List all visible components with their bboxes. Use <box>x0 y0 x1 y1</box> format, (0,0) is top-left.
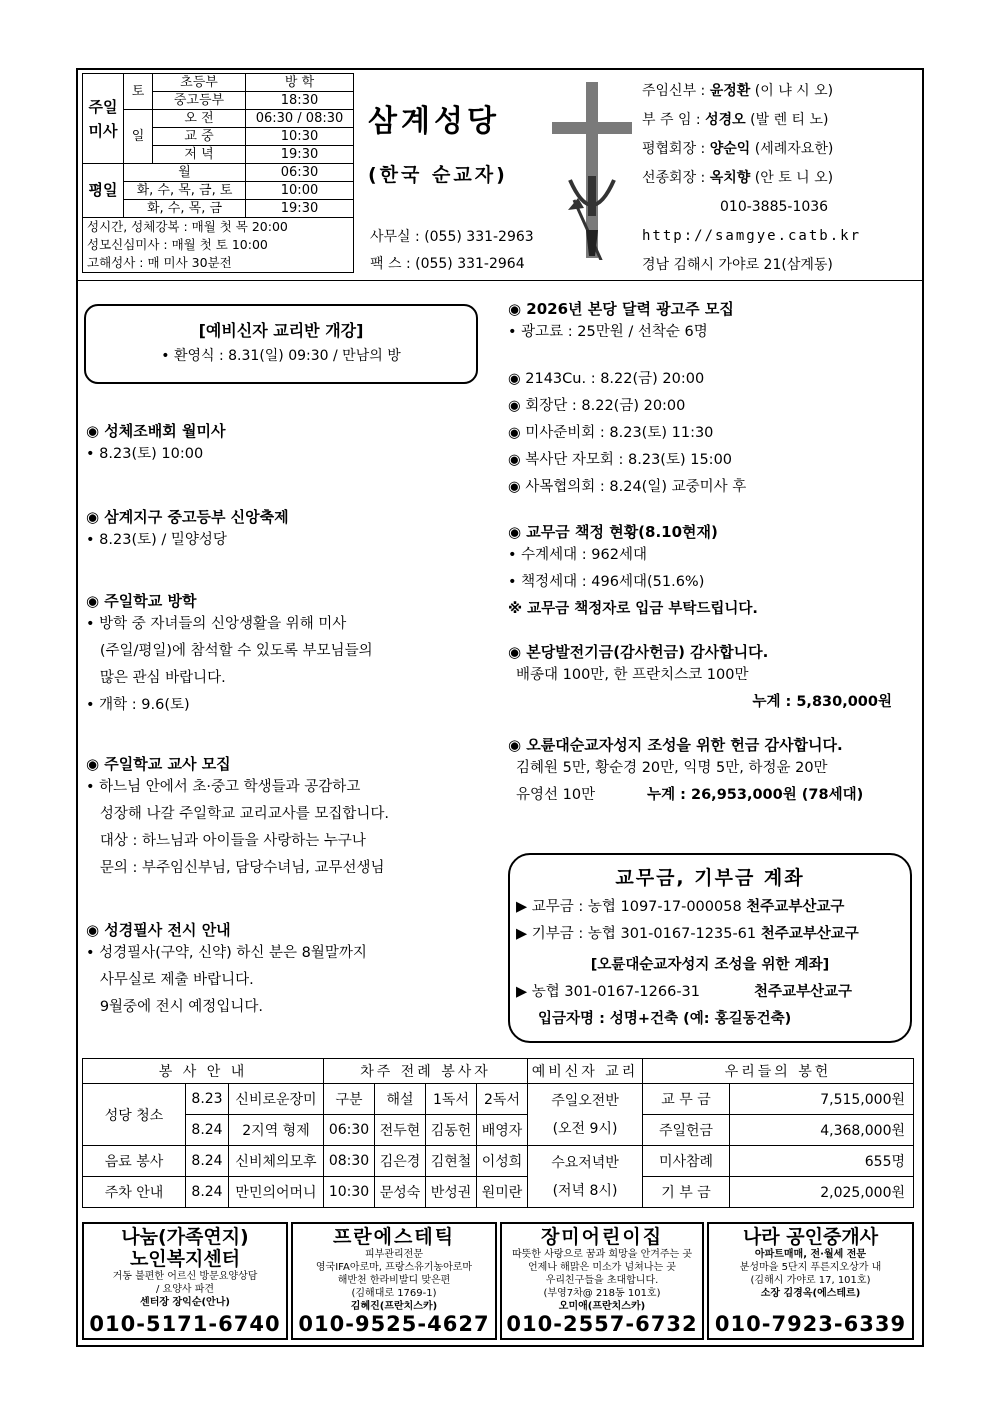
service-header: 봉 사 안 내 <box>83 1059 324 1084</box>
shrine-account-title: [오륜대순교자성지 조성을 위한 계좌] <box>590 957 830 973</box>
service-cell: 08:30 <box>324 1146 375 1177</box>
baptismal-name: (발 렌 티 노) <box>750 112 829 128</box>
service-cell: 배영자 <box>477 1115 528 1146</box>
account-owner: 천주교부산교구 <box>754 984 853 1000</box>
mass-row-time: 방 학 <box>246 74 354 92</box>
mass-row-time: 06:30 / 08:30 <box>246 110 354 128</box>
mass-row-time: 19:30 <box>246 200 354 218</box>
contact-phone: 010-3885-1036 <box>720 199 829 215</box>
service-cell: 8.23 <box>186 1084 229 1115</box>
cross-sword-emblem-icon <box>540 80 640 260</box>
ad-line: 해반천 한라비발디 맞은편 <box>337 1275 451 1286</box>
note-line: 고해성사 : 매 미사 30분전 <box>87 255 232 270</box>
class-time: (저녁 8시) <box>552 1182 618 1199</box>
ad-line: (김해대로 1769-1) <box>351 1288 437 1299</box>
meeting-item: ◉ 복사단 자모회 : 8.23(토) 15:00 <box>508 452 733 468</box>
service-cell: 구분 <box>324 1084 375 1115</box>
section-line: 배종대 100만, 한 프란치스코 100만 <box>516 667 749 683</box>
class-name: 주일오전반 <box>551 1092 619 1109</box>
ad-name: 나라 공인중개사 <box>742 1226 879 1248</box>
ad-line: / 요양사 파견 <box>155 1284 215 1295</box>
staff-name: 성경오 <box>705 112 746 128</box>
service-cell: 신비로운장미 <box>229 1084 324 1115</box>
section-line: • 책정세대 : 496세대(51.6%) <box>508 574 705 590</box>
ad-realtor <box>707 1222 914 1340</box>
service-cell: 반성권 <box>426 1177 477 1208</box>
ad-line: 언제나 해맑은 미소가 넘쳐나는 곳 <box>528 1262 676 1273</box>
section-title: ◉ 삼계지구 중고등부 신앙축제 <box>86 508 289 526</box>
website-link[interactable]: http://samgye.catb.kr <box>642 228 862 244</box>
section-line: • 방학 중 자녀들의 신앙생활을 위해 미사 <box>86 616 347 632</box>
meeting-item: ◉ 2143Cu. : 8.22(금) 20:00 <box>508 371 705 387</box>
catechumen-line: • 환영식 : 8.31(일) 09:30 / 만남의 방 <box>161 348 401 364</box>
staff-row: 평협회장 : 양순익 (세례자요한) <box>642 141 834 157</box>
ad-phone: 010-2557-6732 <box>506 1312 698 1336</box>
staff-name: 윤정환 <box>709 83 751 99</box>
staff-name: 옥치향 <box>709 170 751 186</box>
account-owner: 천주교부산교구 <box>760 926 859 942</box>
donor: 유영선 10만 <box>516 787 596 803</box>
ad-line: 소장 김경옥(에스테르) <box>760 1288 861 1299</box>
mass-row-name: 월 <box>124 164 246 182</box>
service-cell: 10:30 <box>324 1177 375 1208</box>
mass-row-name: 초등부 <box>153 74 246 92</box>
service-cell: 2독서 <box>477 1084 528 1115</box>
shrine-account: ▶ 농협 301-0167-1266-31 <box>516 984 701 1000</box>
mass-notes <box>83 218 354 273</box>
section-teacher-recruit <box>86 753 486 919</box>
mass-row-name: 오 전 <box>153 110 246 128</box>
weekday-mass-label: 평일 <box>83 164 124 218</box>
staff-role: 주임신부 <box>642 83 697 99</box>
shrine-total: 누계 : 26,953,000원 (78세대) <box>647 787 864 803</box>
catechumen-class <box>528 1146 643 1208</box>
left-sections <box>86 420 486 1021</box>
staff-row: 선종회장 : 옥치향 (안 토 니 오) <box>642 170 834 186</box>
offering-label: 교 무 금 <box>643 1084 730 1115</box>
offering-label: 미사참례 <box>643 1146 730 1177</box>
ad-name: 나눔(가족연지) 노인복지센터 <box>121 1226 249 1270</box>
section-title: ◉ 교무금 책정 현황(8.10현재) <box>508 523 718 541</box>
staff-row: 부 주 임 : 성경오 (발 렌 티 노) <box>642 112 829 128</box>
staff-name: 양순익 <box>709 141 751 157</box>
catechumen-class <box>528 1084 643 1146</box>
baptismal-name: (이 냐 시 오) <box>754 83 834 99</box>
ad-phone: 010-9525-4627 <box>298 1312 490 1336</box>
service-cell: 2지역 형제 <box>229 1115 324 1146</box>
catechumen-box <box>84 304 478 384</box>
mass-row-time: 18:30 <box>246 92 354 110</box>
church-name: 삼계성당 <box>368 104 500 139</box>
section-line: 대상 : 하느님과 아이들을 사랑하는 누구나 <box>86 833 366 849</box>
ad-welfare-center <box>82 1222 288 1340</box>
account-line <box>510 979 910 1006</box>
mass-row-name: 중고등부 <box>153 92 246 110</box>
service-cell: 신비체의모후 <box>229 1146 324 1177</box>
section-bible-copy <box>86 919 486 1021</box>
ad-name: 프란에스테틱 <box>332 1226 456 1248</box>
mass-row-name: 교 중 <box>153 128 246 146</box>
offering-value: 655명 <box>730 1146 914 1177</box>
ad-line: 따뜻한 사랑으로 꿈과 희망을 안겨주는 곳 <box>511 1249 693 1260</box>
sunday-label: 일 <box>124 110 153 164</box>
ad-line: 피부관리전문 <box>365 1249 423 1260</box>
staff-row: 주임신부 : 윤정환 (이 냐 시 오) <box>642 83 834 99</box>
section-title: ◉ 주일학교 방학 <box>86 592 197 610</box>
depositor-format: 입금자명 : 성명+건축 (예: 홍길동건축) <box>538 1011 792 1027</box>
section-line: • 8.23(토) 10:00 <box>86 446 204 462</box>
section-adoration <box>86 420 486 506</box>
mass-times-table <box>82 73 354 273</box>
baptismal-name: (세례자요한) <box>754 141 834 157</box>
service-cell: 원미란 <box>477 1177 528 1208</box>
meeting-item: ◉ 미사준비회 : 8.23(토) 11:30 <box>508 425 714 441</box>
header-divider <box>76 280 924 281</box>
section-title: ◉ 2026년 본당 달력 광고주 모집 <box>508 300 734 318</box>
service-cell: 8.24 <box>186 1146 229 1177</box>
section-title: ◉ 성경필사 전시 안내 <box>86 921 231 939</box>
church-patron: (한국 순교자) <box>368 164 508 186</box>
ad-line: 우리친구들을 초대합니다. <box>545 1275 659 1286</box>
service-cell: 8.24 <box>186 1115 229 1146</box>
service-cell: 김현철 <box>426 1146 477 1177</box>
right-sections <box>508 298 908 809</box>
fund-total: 누계 : 5,830,000원 <box>752 694 892 710</box>
section-line: (주일/평일)에 참석할 수 있도록 부모님들의 <box>86 643 373 659</box>
fax-number: 팩 스 : (055) 331-2964 <box>370 256 525 272</box>
account-line <box>510 894 910 921</box>
offering-value: 2,025,000원 <box>730 1177 914 1208</box>
service-cell: 06:30 <box>324 1115 375 1146</box>
section-line: 사무실로 제출 바랍니다. <box>86 972 254 988</box>
ad-line: 오미애(프란치스카) <box>558 1301 646 1312</box>
section-sunday-school-break <box>86 590 486 753</box>
ad-line: 아파트매매, 전·월세 전문 <box>754 1249 867 1260</box>
ad-line: (김해시 가야로 17, 101호) <box>750 1275 871 1286</box>
meeting-item: ◉ 사목협의회 : 8.24(일) 교중미사 후 <box>508 479 747 495</box>
service-cell: 김은경 <box>375 1146 426 1177</box>
service-cell: 만민의어머니 <box>229 1177 324 1208</box>
ad-phone: 010-5171-6740 <box>89 1312 281 1336</box>
ad-line: 영국IFA아로마, 프랑스유기농아로마 <box>315 1262 473 1273</box>
section-line: • 8.23(토) / 밀양성당 <box>86 532 227 548</box>
offering-value: 4,368,000원 <box>730 1115 914 1146</box>
service-type: 음료 봉사 <box>83 1146 186 1177</box>
church-address: 경남 김해시 가야로 21(삼계동) <box>642 257 833 273</box>
section-line: • 하느님 안에서 초·중고 학생들과 공감하고 <box>86 779 361 795</box>
ad-line: 거동 불편한 어르신 방문요양상담 <box>112 1271 258 1282</box>
service-table <box>82 1058 914 1208</box>
meeting-item: ◉ 회장단 : 8.22(금) 20:00 <box>508 398 686 414</box>
catechumen-title: [예비신자 교리반 개강] <box>198 321 364 340</box>
section-line: • 수계세대 : 962세대 <box>508 547 647 563</box>
section-line: • 성경필사(구약, 신약) 하신 분은 8월말까지 <box>86 945 367 961</box>
service-type: 성당 청소 <box>83 1084 186 1146</box>
offering-header: 우리들의 봉헌 <box>643 1059 914 1084</box>
staff-role: 평협회장 <box>642 141 697 157</box>
staff-role: 선종회장 <box>642 170 697 186</box>
service-cell: 문성숙 <box>375 1177 426 1208</box>
section-title: ◉ 주일학교 교사 모집 <box>86 755 231 773</box>
account-line <box>510 921 910 948</box>
ad-line: 분성마을 5단지 푸른지오상가 내 <box>739 1262 882 1273</box>
section-line: 문의 : 부주임신부님, 담당수녀님, 교무선생님 <box>86 860 385 876</box>
dues-account: ▶ 교무금 : 농협 1097-17-000058 <box>516 899 742 915</box>
class-name: 수요저녁반 <box>551 1154 619 1171</box>
section-title: ◉ 오륜대순교자성지 조성을 위한 헌금 감사합니다. <box>508 736 843 754</box>
section-line: • 개학 : 9.6(토) <box>86 697 190 713</box>
class-time: (오전 9시) <box>552 1120 618 1137</box>
sunday-mass-label: 주일 미사 <box>83 74 124 164</box>
saturday-label: 토 <box>124 74 153 110</box>
ad-daycare <box>500 1222 704 1340</box>
section-line <box>508 782 908 809</box>
mass-row-name: 저 녁 <box>153 146 246 164</box>
account-box <box>508 853 912 1043</box>
note-line: 성시간, 성체강복 : 매월 첫 목 20:00 <box>87 219 288 234</box>
service-cell: 전두현 <box>375 1115 426 1146</box>
mass-row-time: 10:00 <box>246 182 354 200</box>
section-line: • 광고료 : 25만원 / 선착순 6명 <box>508 324 708 340</box>
section-title: ◉ 본당발전기금(감사헌금) 감사합니다. <box>508 643 769 661</box>
staff-list <box>642 77 912 280</box>
dues-note: ※ 교무금 책정자로 입금 부탁드립니다. <box>508 601 758 617</box>
service-cell: 8.24 <box>186 1177 229 1208</box>
ad-line: 센터장 장익순(안나) <box>140 1297 230 1308</box>
ad-name: 장미어린이집 <box>540 1226 664 1248</box>
account-title: 교무금, 기부금 계좌 <box>615 867 805 889</box>
section-youth-festival <box>86 506 486 590</box>
service-cell: 해설 <box>375 1084 426 1115</box>
offering-label: 주일헌금 <box>643 1115 730 1146</box>
section-line: 많은 관심 바랍니다. <box>86 670 226 686</box>
liturgy-header: 차주 전례 봉사자 <box>324 1059 528 1084</box>
ad-line: 김혜진(프란치스카) <box>350 1301 438 1312</box>
service-cell: 이성희 <box>477 1146 528 1177</box>
section-line: 김혜원 5만, 황순경 20만, 익명 5만, 하정윤 20만 <box>516 760 828 776</box>
office-phone: 사무실 : (055) 331-2963 <box>370 229 534 245</box>
section-line: 성장해 나갈 주일학교 교리교사를 모집합니다. <box>86 806 390 822</box>
offering-label: 기 부 금 <box>643 1177 730 1208</box>
mass-row-time: 10:30 <box>246 128 354 146</box>
ad-esthetic <box>291 1222 497 1340</box>
gift-account: ▶ 기부금 : 농협 301-0167-1235-61 <box>516 926 757 942</box>
ad-line: (부영7차@ 218동 101호) <box>543 1288 661 1299</box>
staff-role: 부 주 임 <box>642 112 692 128</box>
account-owner: 천주교부산교구 <box>746 899 845 915</box>
section-title: ◉ 성체조배회 월미사 <box>86 422 226 440</box>
mass-row-time: 19:30 <box>246 146 354 164</box>
mass-row-name: 화, 수, 목, 금 <box>124 200 246 218</box>
section-line: 9월중에 전시 예정입니다. <box>86 999 263 1015</box>
note-line: 성모신심미사 : 매월 첫 토 10:00 <box>87 237 268 252</box>
service-cell: 김동헌 <box>426 1115 477 1146</box>
offering-value: 7,515,000원 <box>730 1084 914 1115</box>
mass-row-time: 06:30 <box>246 164 354 182</box>
catechumen-header: 예비신자 교리 <box>528 1059 643 1084</box>
ad-phone: 010-7923-6339 <box>714 1312 907 1336</box>
service-type: 주차 안내 <box>83 1177 186 1208</box>
mass-row-name: 화, 수, 목, 금, 토 <box>124 182 246 200</box>
service-cell: 1독서 <box>426 1084 477 1115</box>
baptismal-name: (안 토 니 오) <box>754 170 834 186</box>
